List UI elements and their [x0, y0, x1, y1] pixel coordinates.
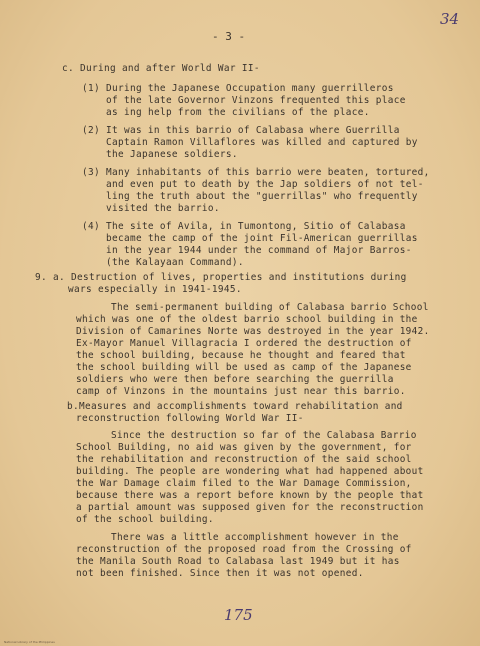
- section-c-heading: c. During and after World War II-: [62, 63, 260, 74]
- item-1-line: of the late Governor Vinzons frequented this place: [106, 95, 406, 106]
- item-1-line: (1) During the Japanese Occupation many guerrilleros: [82, 83, 394, 94]
- paragraph-line: of the school building.: [76, 514, 214, 525]
- item-4-line: in the year 1944 under the command of Major Barros-: [106, 245, 412, 256]
- item-2-line: the Japanese soldiers.: [106, 149, 238, 160]
- paragraph-line: Since the destruction so far of the Calabasa Barrio: [111, 430, 417, 441]
- item-3-line: (3) Many inhabitants of this barrio were beaten, tortured,: [82, 167, 430, 178]
- paragraph-line: the school building will be used as camp of the Japanese: [76, 362, 412, 373]
- paragraph-line: the rehabilitation and reconstruction of the said school: [76, 454, 412, 465]
- section-b-heading: reconstruction following World War II-: [76, 413, 304, 424]
- paragraph-line: Division of Camarines Norte was destroyed in the year 1942.: [76, 326, 430, 337]
- paragraph-line: the school building, because he thought and feared that: [76, 350, 406, 361]
- item-1-line: as ing help from the civilians of the place.: [106, 107, 370, 118]
- paragraph-line: The semi-permanent building of Calabasa barrio School: [111, 302, 429, 313]
- paragraph-line: a partial amount was supposed given for the reconstruction: [76, 502, 424, 513]
- paragraph-line: not been finished. Since then it was not opened.: [76, 568, 364, 579]
- item-4-line: became the camp of the joint Fil-American guerrillas: [106, 233, 418, 244]
- item-4-line: (the Kalayaan Command).: [106, 257, 244, 268]
- section-9a-heading: 9. a. Destruction of lives, properties and institutions during: [35, 272, 407, 283]
- paragraph-line: building. The people are wondering what had happened about: [76, 466, 424, 477]
- handwritten-folio-number: 175: [224, 606, 253, 624]
- paragraph-line: soldiers who were then before searching the guerrilla: [76, 374, 394, 385]
- item-3-line: visited the barrio.: [106, 203, 220, 214]
- item-3-line: and even put to death by the Jap soldiers of not tel-: [106, 179, 424, 190]
- item-2-line: Captain Ramon Villaflores was killed and captured by: [106, 137, 418, 148]
- item-4-line: (4) The site of Avila, in Tumontong, Sitio of Calabasa: [82, 221, 406, 232]
- paragraph-line: School Building, no aid was given by the government, for: [76, 442, 412, 453]
- paragraph-line: reconstruction of the proposed road from the Crossing of: [76, 544, 412, 555]
- paragraph-line: because there was a report before known by the people that: [76, 490, 424, 501]
- section-9a-heading: wars especially in 1941-1945.: [68, 284, 242, 295]
- item-2-line: (2) It was in this barrio of Calabasa where Guerrilla: [82, 125, 400, 136]
- paragraph-line: camp of Vinzons in the mountains just near this barrio.: [76, 386, 406, 397]
- item-3-line: ling the truth about the "guerrillas" who frequently: [106, 191, 418, 202]
- page-number: - 3 -: [212, 30, 246, 43]
- handwritten-page-number: 34: [440, 10, 460, 28]
- paragraph-line: the War Damage claim filed to the War Damage Commission,: [76, 478, 412, 489]
- archive-footer: National Library of the Philippines: [4, 640, 55, 644]
- paragraph-line: the Manila South Road to Calabasa last 1949 but it has: [76, 556, 400, 567]
- paragraph-line: which was one of the oldest barrio school building in the: [76, 314, 418, 325]
- paragraph-line: Ex-Mayor Manuel Villagracia I ordered the destruction of: [76, 338, 412, 349]
- paragraph-line: There was a little accomplishment however in the: [111, 532, 399, 543]
- section-b-heading: b.Measures and accomplishments toward rehabilitation and: [67, 401, 403, 412]
